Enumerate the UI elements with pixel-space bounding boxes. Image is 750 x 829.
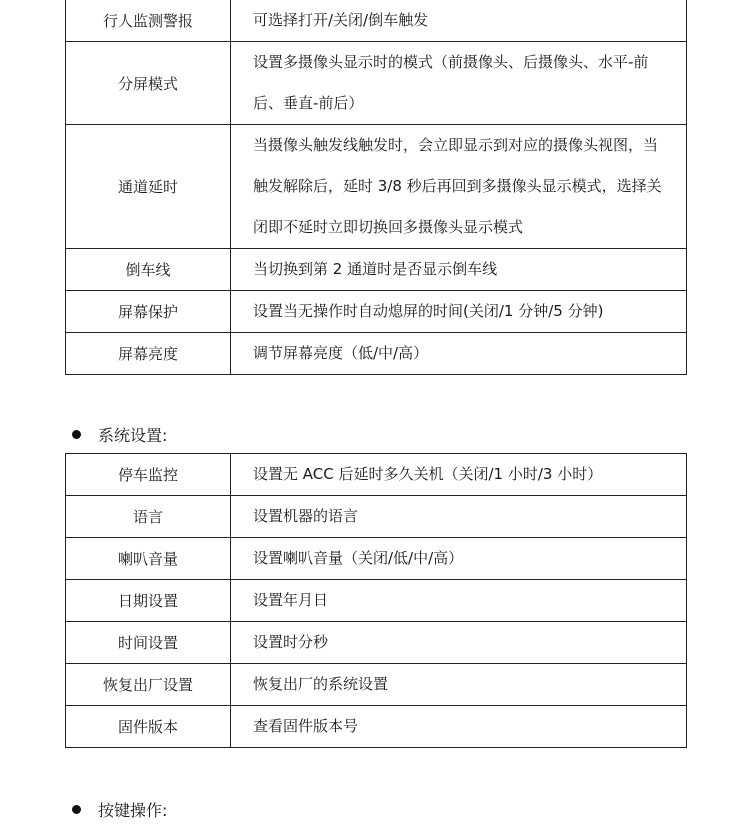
setting-description: 设置年月日	[231, 580, 687, 622]
setting-name: 分屏模式	[66, 42, 231, 125]
table-row	[66, 622, 687, 664]
setting-description: 恢复出厂的系统设置	[231, 664, 687, 706]
setting-description: 设置时分秒	[231, 622, 687, 664]
table-row	[66, 664, 687, 706]
key-operations-heading	[72, 797, 167, 821]
setting-description: 设置多摄像头显示时的模式（前摄像头、后摄像头、水平-前后、垂直-前后）	[231, 42, 687, 125]
bullet-icon	[72, 430, 81, 439]
table-row	[66, 706, 687, 748]
setting-name: 通道延时	[66, 125, 231, 249]
table-row	[66, 249, 687, 291]
system-settings-table	[65, 453, 687, 748]
section-heading-text: 按键操作:	[98, 800, 168, 820]
table-row	[66, 580, 687, 622]
setting-name: 屏幕亮度	[66, 333, 231, 375]
table-row	[66, 0, 687, 42]
setting-name: 屏幕保护	[66, 291, 231, 333]
table-row	[66, 291, 687, 333]
table-row	[66, 125, 687, 249]
table-row	[66, 454, 687, 496]
table-row	[66, 42, 687, 125]
setting-name: 停车监控	[66, 454, 231, 496]
display-settings-table	[65, 0, 687, 375]
section-heading-text: 系统设置:	[98, 425, 168, 445]
setting-description: 设置无 ACC 后延时多久关机（关闭/1 小时/3 小时）	[231, 454, 687, 496]
setting-description: 设置当无操作时自动熄屏的时间(关闭/1 分钟/5 分钟)	[231, 291, 687, 333]
setting-name: 喇叭音量	[66, 538, 231, 580]
setting-description: 当切换到第 2 通道时是否显示倒车线	[231, 249, 687, 291]
setting-description: 调节屏幕亮度（低/中/高）	[231, 333, 687, 375]
table-row	[66, 333, 687, 375]
setting-name: 恢复出厂设置	[66, 664, 231, 706]
setting-name: 倒车线	[66, 249, 231, 291]
setting-description: 查看固件版本号	[231, 706, 687, 748]
setting-name: 日期设置	[66, 580, 231, 622]
setting-description: 设置机器的语言	[231, 496, 687, 538]
setting-name: 行人监测警报	[66, 0, 231, 42]
setting-name: 固件版本	[66, 706, 231, 748]
bullet-icon	[72, 805, 81, 814]
setting-description: 当摄像头触发线触发时，会立即显示到对应的摄像头视图，当触发解除后，延时 3/8 秒后再回到多摄像头显示模式，选择关闭即不延时立即切换回多摄像头显示模式	[231, 125, 687, 249]
system-settings-heading	[72, 422, 167, 446]
setting-description: 可选择打开/关闭/倒车触发	[231, 0, 687, 42]
setting-name: 语言	[66, 496, 231, 538]
table-row	[66, 496, 687, 538]
table-row	[66, 538, 687, 580]
setting-description: 设置喇叭音量（关闭/低/中/高）	[231, 538, 687, 580]
setting-name: 时间设置	[66, 622, 231, 664]
